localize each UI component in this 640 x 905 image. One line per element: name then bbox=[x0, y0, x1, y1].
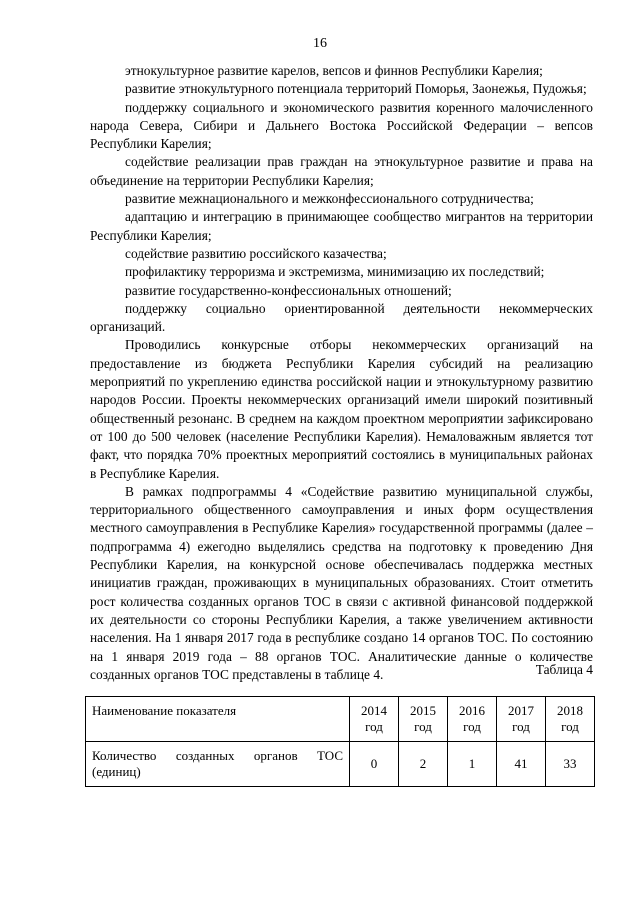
value-cell: 41 bbox=[497, 742, 546, 787]
paragraph: Проводились конкурсные отборы некоммерческих организаций на предоставление из бюджета Республики Карелия субсидий на реализацию мероприятий по укреплению единства российской нации и этнокультурному развитию народов России. Проекты некоммерческих организаций имели широкий позитивный общественный резонанс. В среднем на каждом проектном мероприятии зафиксировано от 100 до 500 человек (население Республики Карелия). Немаловажным является тот факт, что порядка 70% проектных мероприятий состоялись в муниципальных районах в Республике Карелия. bbox=[90, 337, 593, 481]
year-unit: год bbox=[512, 719, 530, 734]
paragraph: содействие реализации прав граждан на этнокультурное развитие и права на объединение на территории Республики Карелия; bbox=[90, 154, 593, 188]
header-year-cell bbox=[546, 697, 595, 742]
paragraph: развитие государственно-конфессиональных отношений; bbox=[125, 282, 452, 298]
table-caption: Таблица 4 bbox=[535, 662, 593, 677]
value-cell: 1 bbox=[448, 742, 497, 787]
paragraph: профилактику терроризма и экстремизма, минимизацию их последствий; bbox=[125, 264, 545, 280]
paragraph: В рамках подпрограммы 4 «Содействие развитию муниципальной службы, территориального общественного самоуправления и иных форм осуществления местного самоуправления в Республике Карелия» государственной программы (далее – подпрограмма 4) ежегодно выделялись средства на подготовку к проведению Дня Республики Карелия, на конкурсной основе обеспечивалась поддержка местных инициатив граждан, проживающих в муниципальных образованиях. Стоит отметить рост количества созданных органов ТОС в связи с активной финансовой поддержкой их деятельности со стороны Республики Карелия, а также увеличением активности населения. На 1 января 2017 года в республике создано 14 органов ТОС. По состоянию на 1 января 2019 года – 88 органов ТОС. Аналитические данные о количестве созданных органов ТОС представлены в таблице 4. bbox=[90, 483, 593, 682]
paragraph: развитие межнационального и межконфессионального сотрудничества; bbox=[125, 191, 534, 207]
header-name-cell: Наименование показателя bbox=[86, 697, 350, 742]
table-row bbox=[86, 742, 595, 787]
year-label: 2018 bbox=[557, 703, 583, 718]
year-unit: год bbox=[561, 719, 579, 734]
paragraph: развитие этнокультурного потенциала территорий Поморья, Заонежья, Пудожья; bbox=[125, 81, 587, 97]
value-cell: 0 bbox=[350, 742, 399, 787]
paragraph: содействие развитию российского казачества; bbox=[125, 245, 387, 261]
header-year-cell bbox=[350, 697, 399, 742]
year-label: 2017 bbox=[508, 703, 534, 718]
row-name-cell: Количество созданных органов ТОС (единиц) bbox=[86, 742, 350, 787]
page-number: 16 bbox=[313, 36, 327, 51]
document-body bbox=[90, 62, 593, 684]
header-year-cell bbox=[448, 697, 497, 742]
paragraph: этнокультурное развитие карелов, вепсов и финнов Республики Карелия; bbox=[125, 63, 543, 78]
value-cell: 2 bbox=[399, 742, 448, 787]
data-table bbox=[85, 696, 595, 787]
year-label: 2016 bbox=[459, 703, 485, 718]
year-label: 2014 bbox=[361, 703, 387, 718]
header-year-cell bbox=[399, 697, 448, 742]
year-unit: год bbox=[365, 719, 383, 734]
paragraph: поддержку социального и экономического развития коренного малочисленного народа Севера, Сибири и Дальнего Востока Российской Федерации – вепсов Республики Карелия; bbox=[90, 99, 593, 152]
year-label: 2015 bbox=[410, 703, 436, 718]
year-unit: год bbox=[463, 719, 481, 734]
paragraph: поддержку социально ориентированной деятельности некоммерческих организаций. bbox=[90, 300, 593, 335]
table-header-row bbox=[86, 697, 595, 742]
value-cell: 33 bbox=[546, 742, 595, 787]
header-year-cell bbox=[497, 697, 546, 742]
paragraph: адаптацию и интеграцию в принимающее сообщество мигрантов на территории Республики Карелия; bbox=[90, 209, 593, 243]
year-unit: год bbox=[414, 719, 432, 734]
